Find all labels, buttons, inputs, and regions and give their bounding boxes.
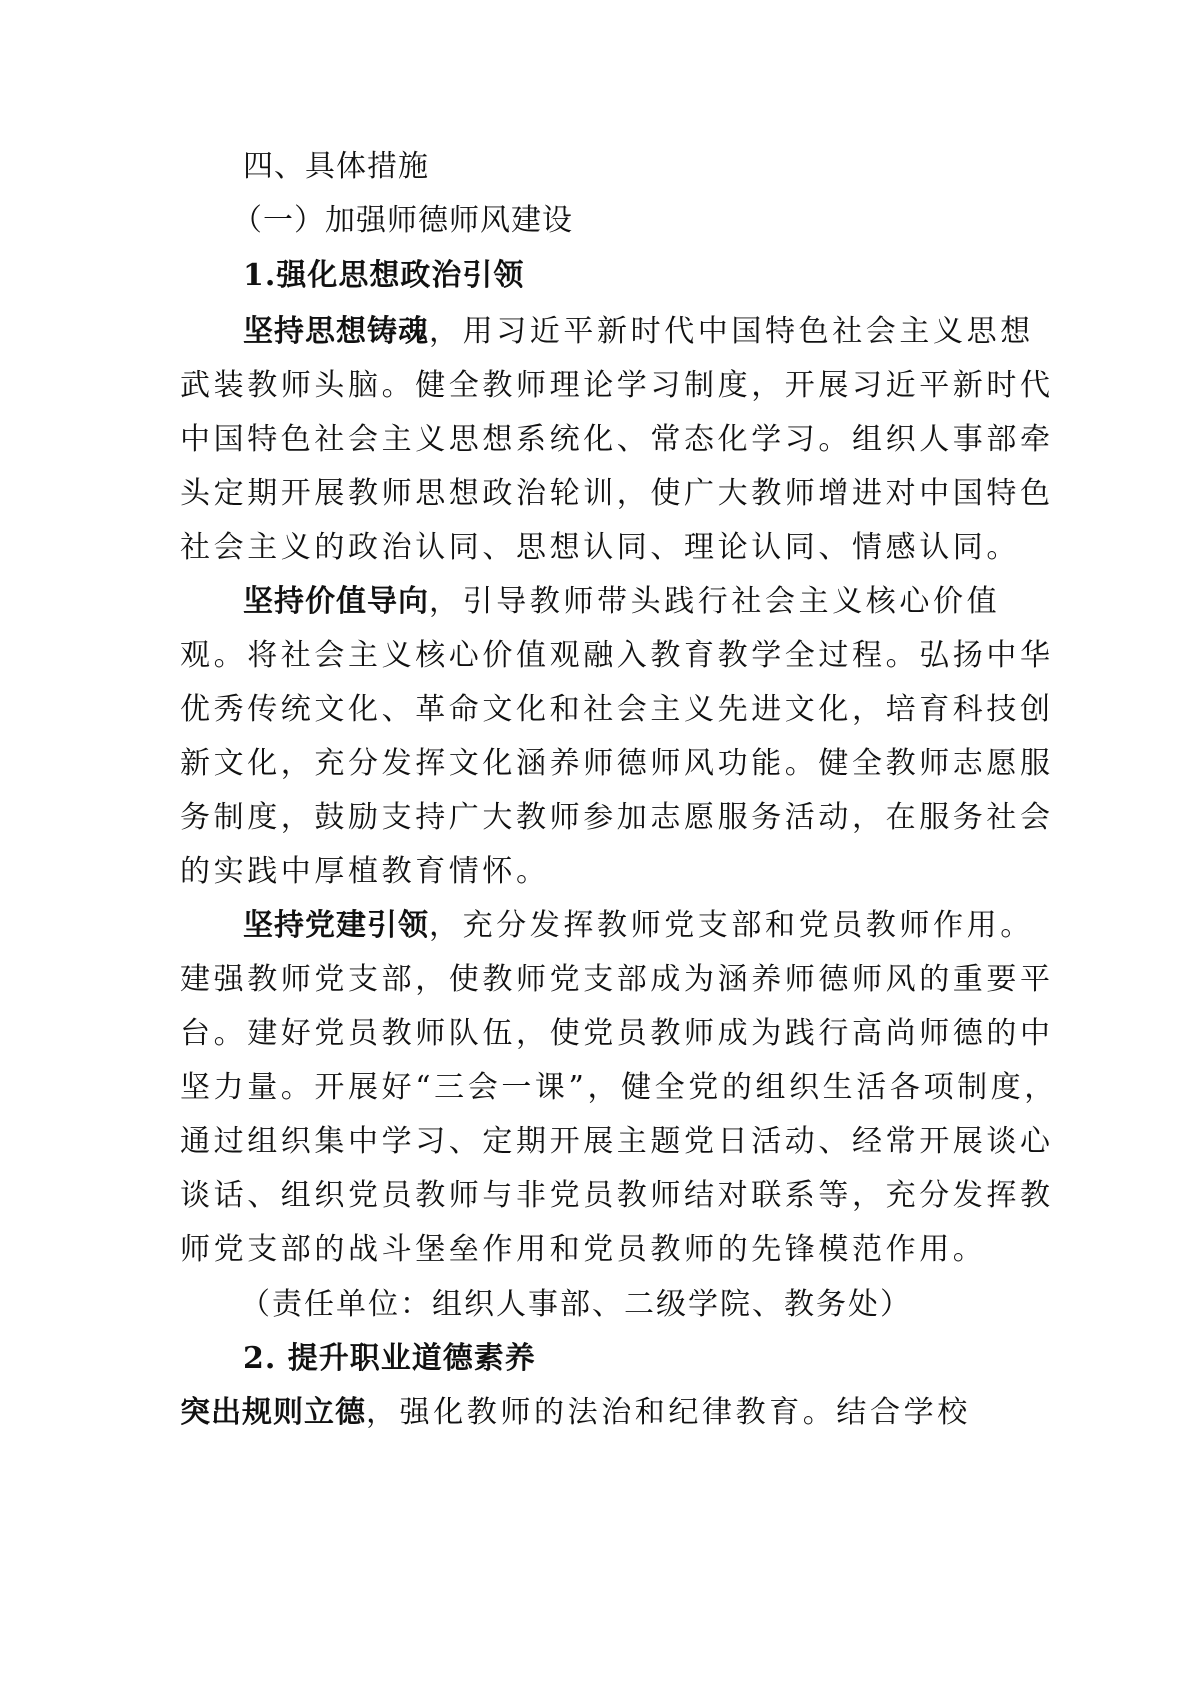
paragraph-1-line-2: 武装教师头脑。健全教师理论学习制度，开展习近平新时代 xyxy=(180,368,1054,403)
paragraph-3-line-7: 师党支部的战斗堡垒作用和党员教师的先锋模范作用。 xyxy=(180,1232,987,1267)
paragraph-2-line-4: 新文化，充分发挥文化涵养师德师风功能。健全教师志愿服 xyxy=(180,746,1054,781)
item2-heading: 2. 提升职业道德素养 xyxy=(243,1341,536,1376)
paragraph-3-lead: 坚持党建引领 xyxy=(243,908,429,943)
paragraph-3-line-5: 通过组织集中学习、定期开展主题党日活动、经常开展谈心 xyxy=(180,1124,1054,1159)
paragraph-2-line-1-text: ，引导教师带头践行社会主义核心价值 xyxy=(429,584,1001,619)
paragraph-3-line-4: 坚力量。开展好“三会一课”，健全党的组织生活各项制度， xyxy=(180,1070,1058,1105)
paragraph-1-line-4: 头定期开展教师思想政治轮训，使广大教师增进对中国特色 xyxy=(180,476,1054,511)
paragraph-1-line-3: 中国特色社会主义思想系统化、常态化学习。组织人事部牵 xyxy=(180,422,1054,457)
paragraph-1-lead: 坚持思想铸魂 xyxy=(243,314,429,349)
paragraph-2-line-3: 优秀传统文化、革命文化和社会主义先进文化，培育科技创 xyxy=(180,692,1054,727)
paragraph-2-line-5: 务制度，鼓励支持广大教师参加志愿服务活动，在服务社会 xyxy=(180,800,1054,835)
paragraph-2-lead: 坚持价值导向 xyxy=(243,584,429,619)
paragraph-3-line-1-text: ，充分发挥教师党支部和党员教师作用。 xyxy=(429,908,1034,943)
paragraph-2-line-6: 的实践中厚植教育情怀。 xyxy=(180,854,550,889)
paragraph-1-line-5: 社会主义的政治认同、思想认同、理论认同、情感认同。 xyxy=(180,530,1020,565)
sub-heading: （一）加强师德师风建设 xyxy=(232,203,573,238)
paragraph-2-line-2: 观。将社会主义核心价值观融入教育教学全过程。弘扬中华 xyxy=(180,638,1054,673)
item1-heading: 1.强化思想政治引领 xyxy=(243,258,525,293)
paragraph-3-line-1 xyxy=(243,906,1034,946)
paragraph-3-line-3: 台。建好党员教师队伍，使党员教师成为践行高尚师德的中 xyxy=(180,1016,1054,1051)
paragraph-4-lead: 突出规则立德 xyxy=(180,1395,366,1430)
paragraph-4-line-1 xyxy=(180,1393,1020,1433)
paragraph-3-line-6: 谈话、组织党员教师与非党员教师结对联系等，充分发挥教 xyxy=(180,1178,1054,1213)
paragraph-2-line-1 xyxy=(243,582,1020,622)
section-heading: 四、具体措施 xyxy=(243,149,429,184)
paragraph-1-line-1-text: ，用习近平新时代中国特色社会主义思想 xyxy=(429,314,1034,349)
paragraph-3-line-2: 建强教师党支部，使教师党支部成为涵养师德师风的重要平 xyxy=(180,962,1054,997)
paragraph-1-line-1 xyxy=(243,312,1034,352)
responsibility-note: （责任单位：组织人事部、二级学院、教务处） xyxy=(240,1287,912,1322)
paragraph-4-line-1-text: ，强化教师的法治和纪律教育。结合学校 xyxy=(366,1395,971,1430)
